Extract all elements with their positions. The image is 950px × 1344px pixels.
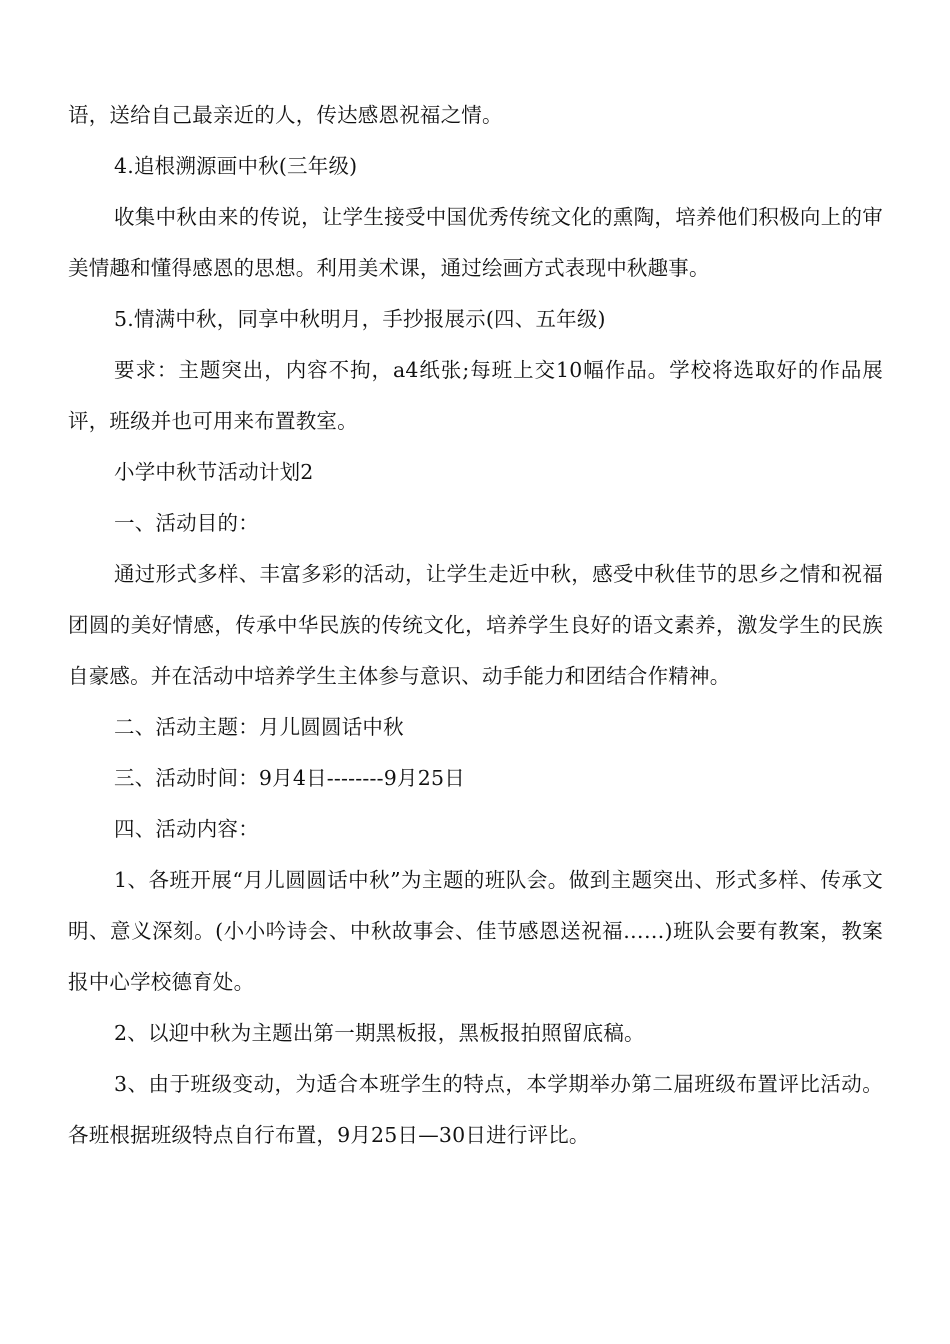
paragraph-continuation: 语，送给自己最亲近的人，传达感恩祝福之情。 bbox=[68, 103, 503, 127]
paragraph-item-4-body: 收集中秋由来的传说，让学生接受中国优秀传统文化的熏陶，培养他们积极向上的审美情趣和懂得感恩的思想。利用美术课，通过绘画方式表现中秋趣事。 bbox=[68, 205, 883, 280]
heading-activity-content: 四、活动内容： bbox=[114, 817, 259, 841]
paragraph-item-5-heading: 5.情满中秋，同享中秋明月，手抄报展示(四、五年级) bbox=[114, 307, 606, 331]
paragraph-item-4-heading: 4.追根溯源画中秋(三年级) bbox=[114, 154, 358, 178]
document-body bbox=[68, 90, 883, 1161]
paragraph-content-1: 1、各班开展“月儿圆圆话中秋”为主题的班队会。做到主题突出、形式多样、传承文明、意义深刻。(小小吟诗会、中秋故事会、佳节感恩送祝福……)班队会要有教案，教案报中心学校德育处。 bbox=[68, 868, 883, 994]
heading-activity-purpose: 一、活动目的： bbox=[114, 511, 259, 535]
section-title-plan-2: 小学中秋节活动计划2 bbox=[114, 460, 314, 484]
paragraph-activity-purpose: 通过形式多样、丰富多彩的活动，让学生走近中秋，感受中秋佳节的思乡之情和祝福团圆的美好情感，传承中华民族的传统文化，培养学生良好的语文素养，激发学生的民族自豪感。并在活动中培养学生主体参与意识、动手能力和团结合作精神。 bbox=[68, 562, 883, 688]
paragraph-content-3: 3、由于班级变动，为适合本班学生的特点，本学期举办第二届班级布置评比活动。各班根据班级特点自行布置，9月25日—30日进行评比。 bbox=[68, 1072, 883, 1147]
heading-activity-theme: 二、活动主题：月儿圆圆话中秋 bbox=[114, 715, 404, 739]
paragraph-item-5-body: 要求：主题突出，内容不拘，a4纸张;每班上交10幅作品。学校将选取好的作品展评，班级并也可用来布置教室。 bbox=[68, 358, 883, 433]
heading-activity-time: 三、活动时间：9月4日--------9月25日 bbox=[114, 766, 465, 790]
paragraph-content-2: 2、以迎中秋为主题出第一期黑板报，黑板报拍照留底稿。 bbox=[114, 1021, 645, 1045]
